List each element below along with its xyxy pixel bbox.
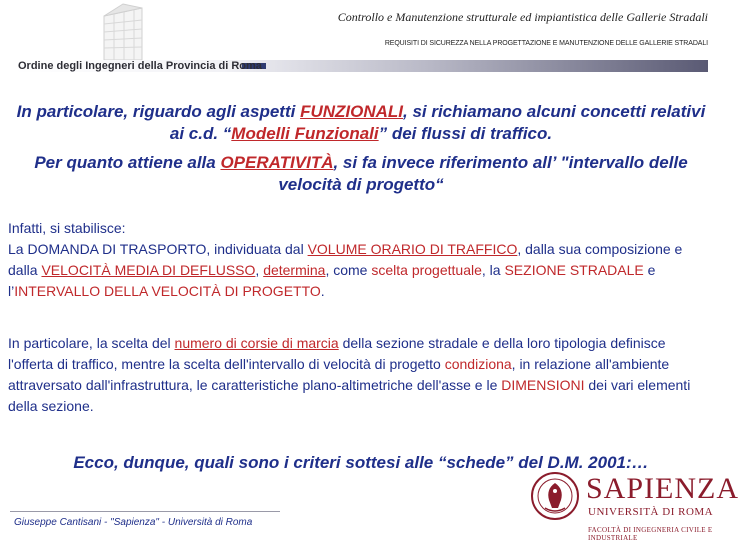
keyword-velocita-media: VELOCITÀ MEDIA DI DEFLUSSO [41,262,256,278]
keyword-intervallo-velocita: INTERVALLO DELLA VELOCITÀ DI PROGETTO [14,283,321,299]
conclusion-text: Ecco, dunque, quali sono i criteri sottesi alle “schede” del D.M. 2001:… [73,453,649,472]
footer-divider [10,511,280,512]
keyword-condiziona: condiziona [444,356,512,372]
intro-operativity [14,152,708,196]
text-segment: . [320,283,325,299]
organization-label: Ordine degli Ingegneri della Provincia di Roma [18,60,262,72]
text-segment: e l’ [8,262,656,299]
text-segment: In particolare, riguardo agli aspetti [16,102,301,121]
header-title: Controllo e Manutenzione strutturale ed impiantistica delle Gallerie Stradali [337,10,708,24]
keyword-determina: determina [263,262,326,278]
keyword-operativita: OPERATIVITÀ [220,153,334,172]
text-segment: Per quanto attiene alla [34,153,221,172]
text-segment: , la [481,262,505,278]
keyword-volume-orario: VOLUME ORARIO DI TRAFFICO [307,241,518,257]
sapienza-faculty: FACOLTÀ DI INGEGNERIA CIVILE E INDUSTRIALE [588,526,713,542]
keyword-modelli-funzionali: Modelli Funzionali [231,124,379,143]
paragraph-lanes [8,333,714,417]
text-segment: , come [325,262,372,278]
text-segment: , dalla sua composizione e dalla [8,241,683,278]
text-segment: ” dei flussi di traffico. [378,124,553,143]
keyword-dimensioni: DIMENSIONI [501,377,585,393]
text-segment: In particolare, la scelta del [8,335,175,351]
sapienza-seal-icon [530,470,580,522]
text-segment: Infatti, si stabilisce: [8,220,126,236]
text-segment: dei vari elementi della sezione. [8,377,691,414]
header-subtitle: REQUISITI DI SICUREZZA NELLA PROGETTAZIONE E MANUTENZIONE DELLE GALLERIE STRADALI [384,40,708,47]
keyword-funzionali: FUNZIONALI [300,102,403,121]
sapienza-university: UNIVERSITÀ DI ROMA [588,506,714,518]
keyword-sezione-stradale: SEZIONE STRADALE [504,262,644,278]
keyword-numero-corsie: numero di corsie di marcia [174,335,339,351]
text-segment: La DOMANDA DI TRASPORTO, individuata dal [8,241,308,257]
sapienza-logo [528,468,739,542]
paragraph-demand [8,218,714,302]
text-segment: , si fa invece riferimento all’ "intervallo delle velocità di progetto“ [278,153,688,194]
text-segment: , si richiamano alcuni concetti relativi ai c.d. “ [169,102,706,143]
text-segment: , in relazione all'ambiente attraversato dall'infrastruttura, le caratteristiche plano-altimetriche dell'asse e le [8,356,670,393]
footer-author: Giuseppe Cantisani - "Sapienza" - Università di Roma [14,517,253,528]
text-segment: , [255,262,264,278]
text-segment: della sezione stradale e della loro tipologia definisce l'offerta di traffico, mentre la scelta dell'intervallo di velocità di progetto [8,335,666,372]
sapienza-name: SAPIENZA [586,472,739,505]
intro-functional [14,101,708,145]
keyword-scelta-progettuale: scelta progettuale [371,262,482,278]
building-icon [100,2,146,60]
